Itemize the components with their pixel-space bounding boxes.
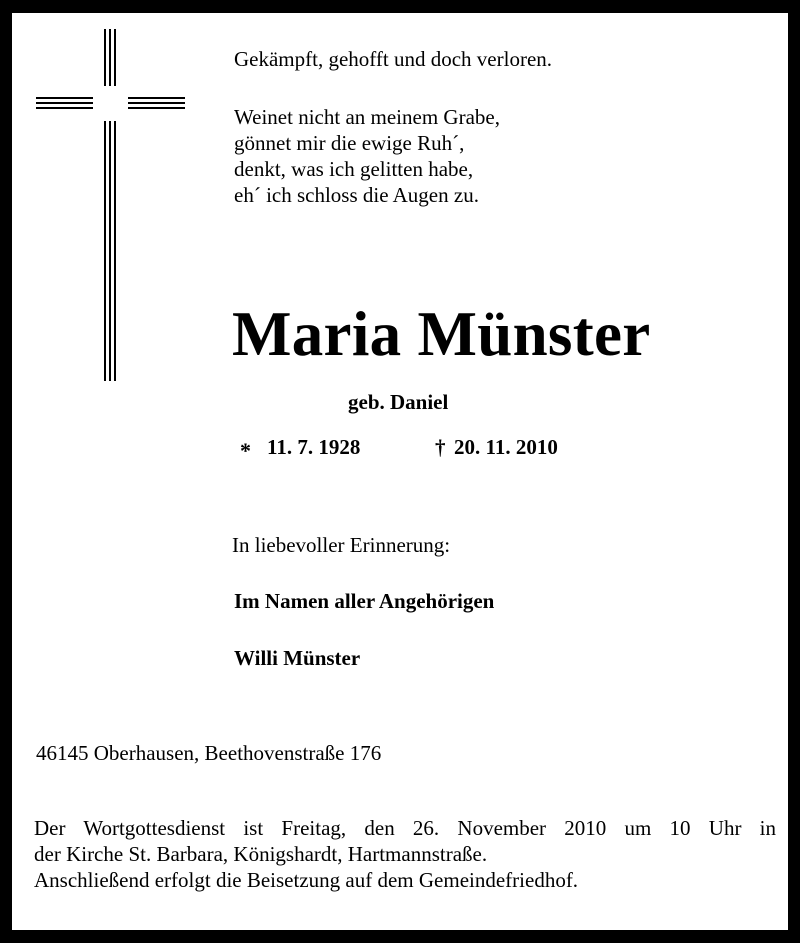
poem-line: eh´ ich schloss die Augen zu. [234,183,479,207]
birth-name: geb. Daniel [348,390,449,414]
signer-name: Willi Münster [234,646,361,670]
service-line: Anschließend erfolgt die Beisetzung auf dem Gemeindefriedhof. [34,868,579,892]
address: 46145 Oberhausen, Beethovenstraße 176 [36,741,382,765]
poem-line: denkt, was ich gelitten habe, [234,157,474,181]
deceased-name: Maria Münster [232,299,651,369]
on-behalf-text: Im Namen aller Angehörigen [234,589,495,613]
motto-line: Gekämpft, gehofft und doch verloren. [234,47,553,71]
service-info [34,815,776,893]
poem-line: gönnet mir die ewige Ruh´, [234,131,465,155]
service-line: Der Wortgottesdienst ist Freitag, den 26. November 2010 um 10 Uhr in [34,816,776,840]
service-line: der Kirche St. Barbara, Königshardt, Hartmannstraße. [34,842,488,866]
born-star-icon: * [240,438,251,463]
death-cross-icon: † [435,435,446,459]
death-date: 20. 11. 2010 [454,435,558,459]
birth-date: 11. 7. 1928 [267,435,361,459]
remembrance-text: In liebevoller Erinnerung: [232,533,451,557]
poem-line: Weinet nicht an meinem Grabe, [234,105,500,129]
poem [234,104,500,208]
